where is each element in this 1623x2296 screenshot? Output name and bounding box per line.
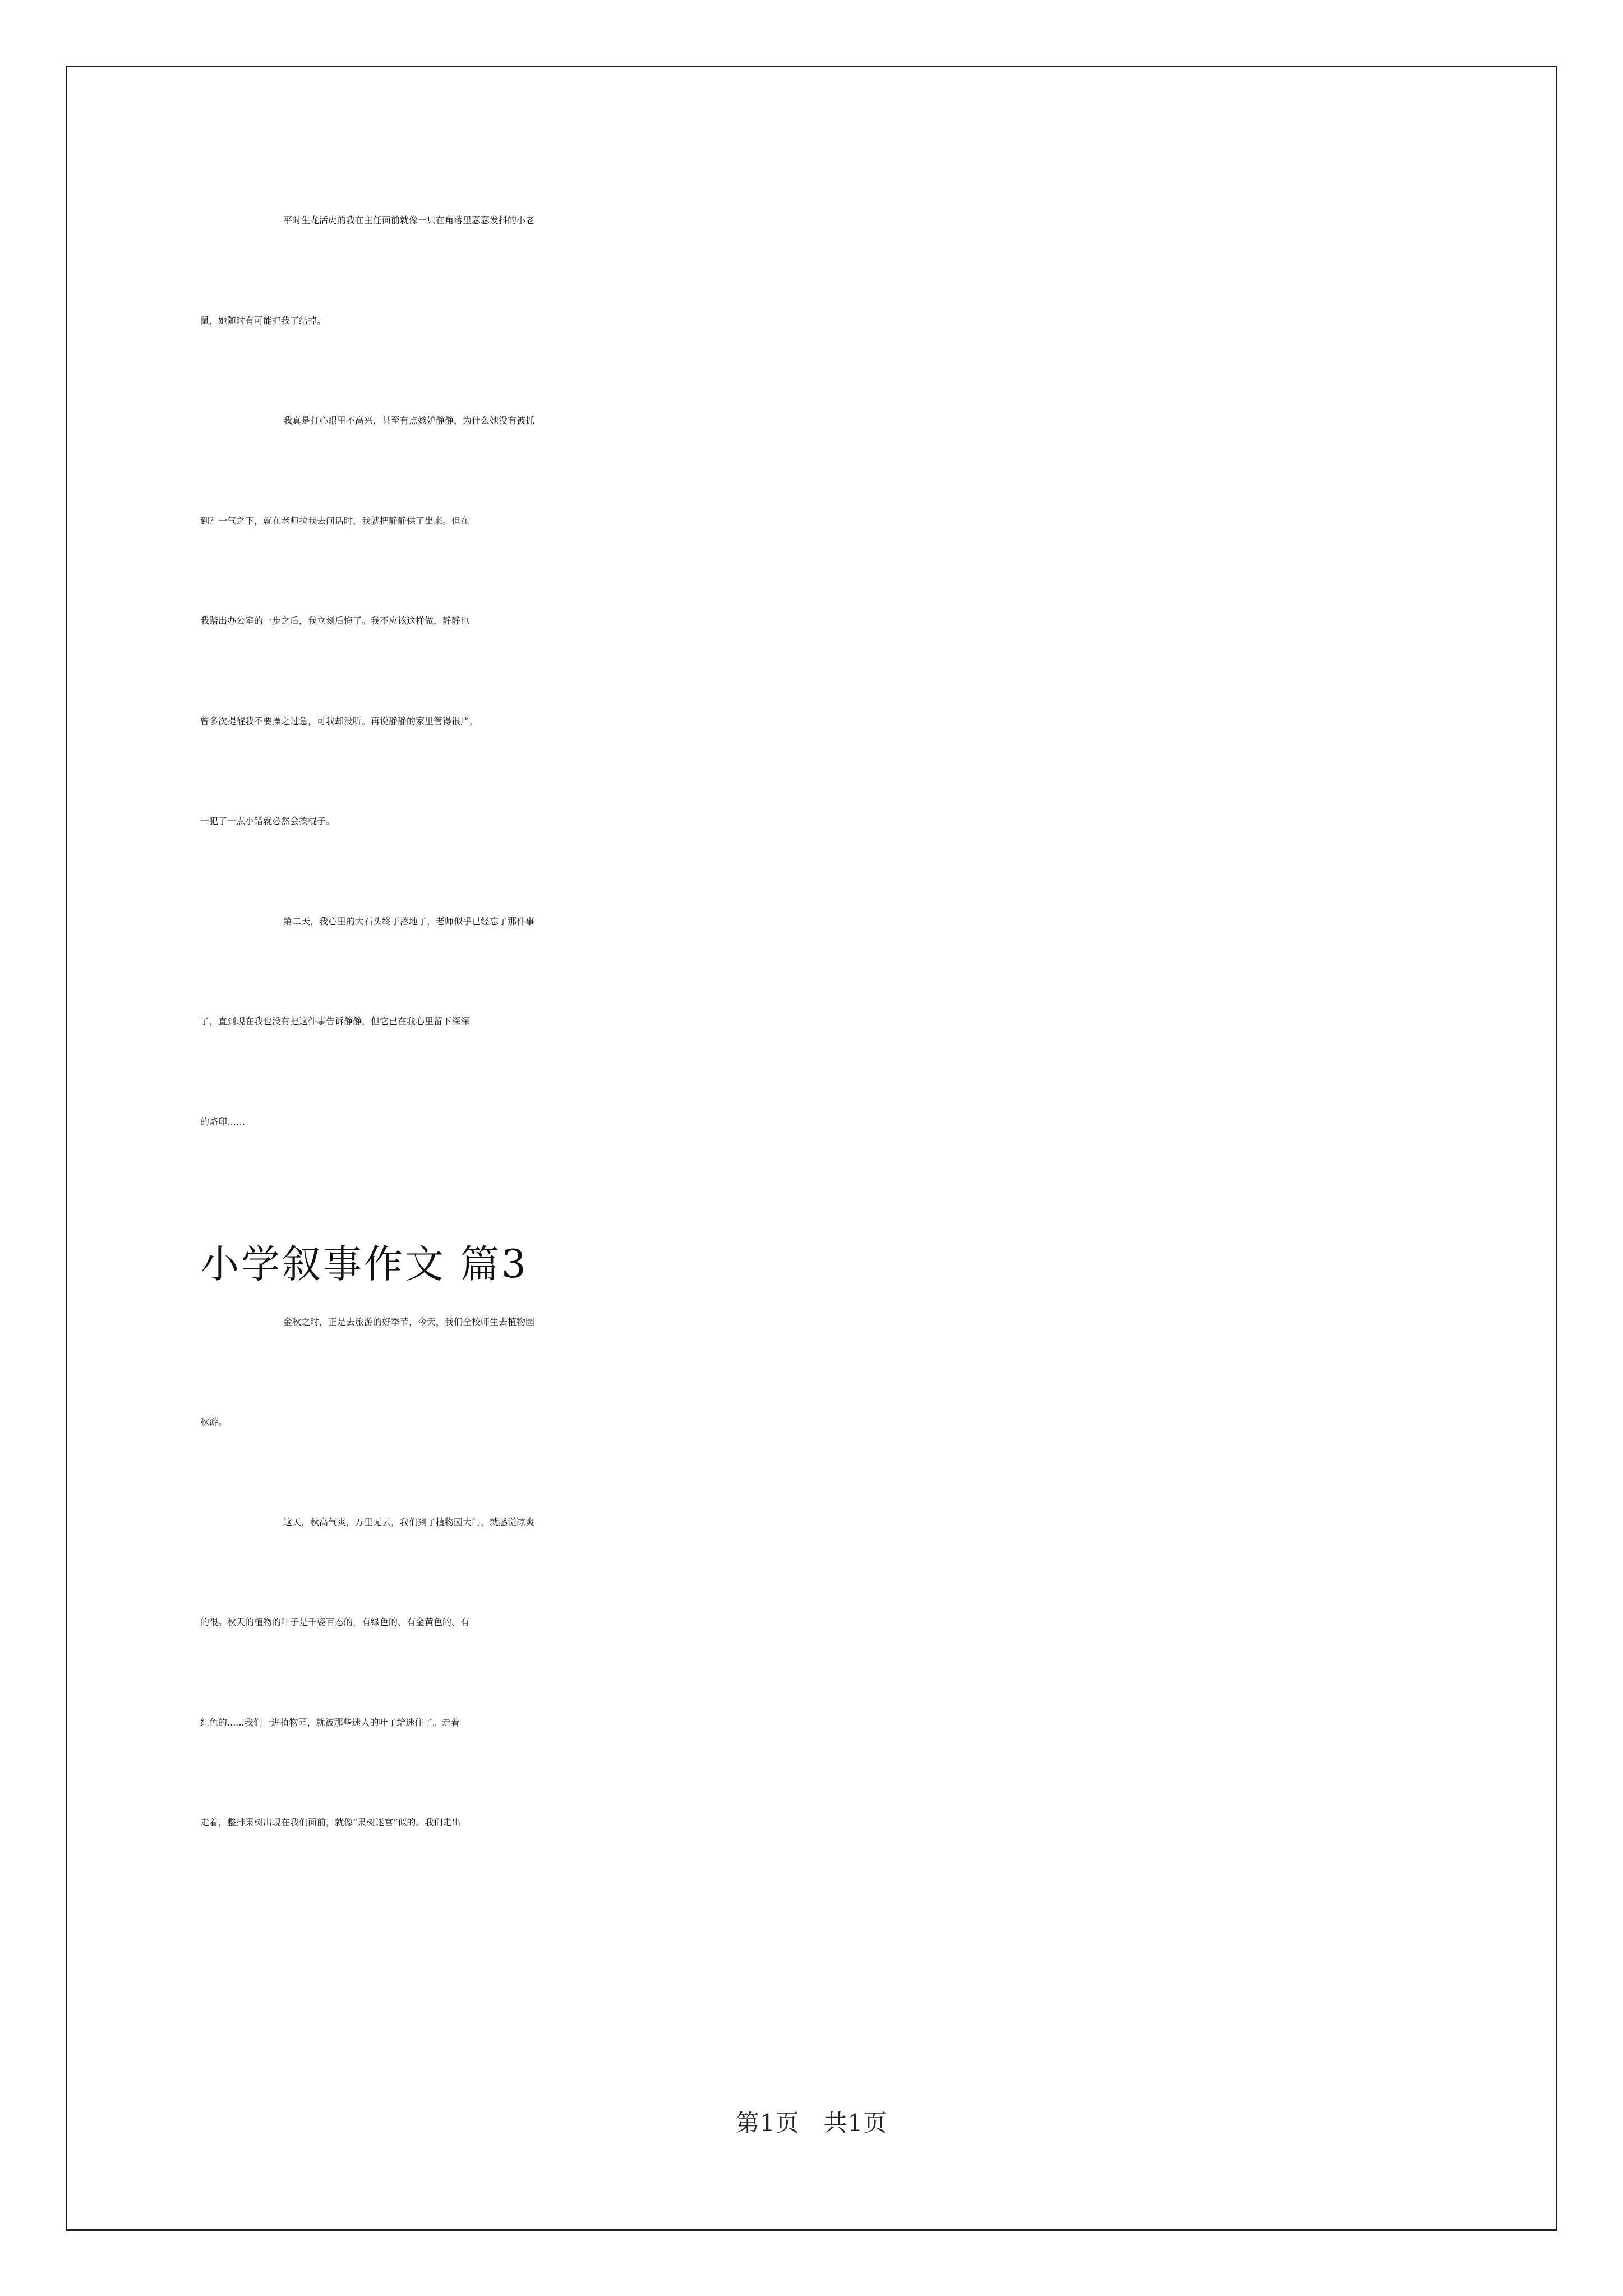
text-line: 一犯了一点小错就必然会挨棍子。 — [200, 816, 335, 826]
text-line: 的很。秋天的植物的叶子是千姿百态的，有绿色的、有金黄色的、有 — [200, 1617, 470, 1627]
text-line: 平时生龙活虎的我在主任面前就像一只在角落里瑟瑟发抖的小老 — [283, 215, 535, 226]
section-heading: 小学叙事作文 篇3 — [200, 1242, 528, 1287]
text-line: 了，直到现在我也没有把这件事告诉静静，但它已在我心里留下深深 — [200, 1016, 470, 1027]
text-line: 秋游。 — [200, 1416, 228, 1427]
text-line: 我真是打心眼里不高兴，甚至有点嫉妒静静，为什么她没有被抓 — [283, 415, 535, 426]
text-line: 鼠，她随时有可能把我了结掉。 — [200, 315, 326, 326]
text-line: 这天，秋高气爽，万里无云，我们到了植物园大门，就感觉凉爽 — [283, 1516, 535, 1527]
text-line: 曾多次提醒我不要操之过急，可我却没听。再说静静的家里管得很严， — [200, 715, 479, 726]
text-line: 我踏出办公室的一步之后，我立刻后悔了。我不应该这样做，静静也 — [200, 615, 470, 626]
text-line: 红色的......我们一进植物园，就被那些迷人的叶子给迷住了。走着 — [200, 1717, 460, 1728]
text-line: 的烙印…… — [200, 1116, 246, 1127]
text-line: 金秋之时，正是去旅游的好季节，今天，我们全校师生去植物园 — [283, 1316, 535, 1327]
document-body — [200, 213, 1434, 1916]
text-line: 第二天，我心里的大石头终于落地了，老师似乎已经忘了那件事 — [283, 915, 535, 927]
page-total: 共1页 — [823, 2109, 888, 2137]
text-line: 走着，整排果树出现在我们面前，就像“果树迷宫”似的。我们走出 — [200, 1817, 461, 1828]
text-line: 到？一气之下，就在老师拉我去问话时，我就把静静供了出来。但在 — [200, 515, 470, 526]
page-footer — [0, 2105, 1623, 2138]
page-number: 第1页 — [735, 2109, 800, 2137]
